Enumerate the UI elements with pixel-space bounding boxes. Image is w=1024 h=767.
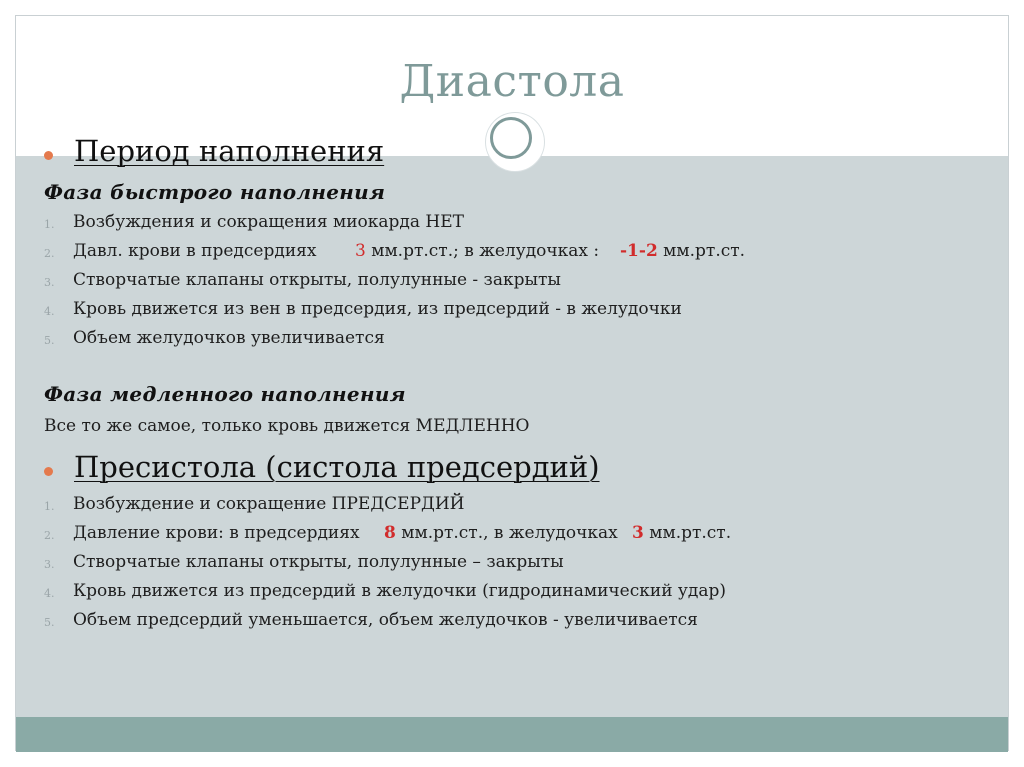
list-item	[73, 523, 360, 543]
list-item-continued	[620, 241, 745, 261]
list-item: Створчатые клапаны открыты, полулунные – закрыты	[73, 552, 564, 572]
phase-title-slow: Фаза медленного наполнения	[44, 382, 406, 406]
list-item: Объем желудочков увеличивается	[73, 328, 385, 348]
list-item: Возбуждения и сокращения миокарда НЕТ	[73, 212, 464, 232]
list-item-text: мм.рт.ст., в желудочках	[395, 523, 618, 543]
highlight-value: 3	[355, 241, 366, 261]
list-item: Объем предсердий уменьшается, объем желудочков - увеличивается	[73, 610, 698, 630]
list-item-continued	[384, 523, 618, 543]
section-heading-filling: Период наполнения	[74, 134, 385, 168]
list-item-text: Давл. крови в предсердиях	[73, 241, 317, 261]
bullet-icon	[44, 151, 53, 160]
list-number: 2.	[44, 247, 55, 260]
list-item-continued	[632, 523, 731, 543]
list-item	[73, 241, 316, 261]
highlight-value: -1-2	[620, 241, 658, 261]
list-number: 5.	[44, 334, 55, 347]
highlight-value: 3	[632, 523, 644, 543]
list-item: Возбуждение и сокращение ПРЕДСЕРДИЙ	[73, 494, 465, 514]
list-number: 4.	[44, 305, 55, 318]
list-item-text: мм.рт.ст.; в желудочках :	[365, 241, 600, 261]
footer-band	[16, 717, 1008, 752]
list-number: 1.	[44, 500, 55, 513]
list-item: Створчатые клапаны открыты, полулунные - закрыты	[73, 270, 561, 290]
list-number: 5.	[44, 616, 55, 629]
list-number: 3.	[44, 276, 55, 289]
list-item: Кровь движется из вен в предсердия, из предсердий - в желудочки	[73, 299, 682, 319]
list-number: 3.	[44, 558, 55, 571]
phase-description: Все то же самое, только кровь движется МЕДЛЕННО	[44, 416, 530, 436]
list-item-text: мм.рт.ст.	[643, 523, 732, 543]
highlight-value: 8	[384, 523, 396, 543]
list-item-text: мм.рт.ст.	[657, 241, 746, 261]
bullet-icon	[44, 467, 53, 476]
section-heading-presystole: Пресистола (систола предсердий)	[74, 450, 600, 484]
list-item-text: Давление крови: в предсердиях	[73, 523, 360, 543]
list-number: 4.	[44, 587, 55, 600]
slide-title: Диастола	[399, 56, 625, 107]
circle-ornament-icon	[486, 113, 544, 171]
list-item: Кровь движется из предсердий в желудочки (гидродинамический удар)	[73, 581, 727, 601]
phase-title-fast: Фаза быстрого наполнения	[44, 180, 386, 204]
list-number: 2.	[44, 529, 55, 542]
list-number: 1.	[44, 218, 55, 231]
list-item-continued	[355, 241, 599, 261]
